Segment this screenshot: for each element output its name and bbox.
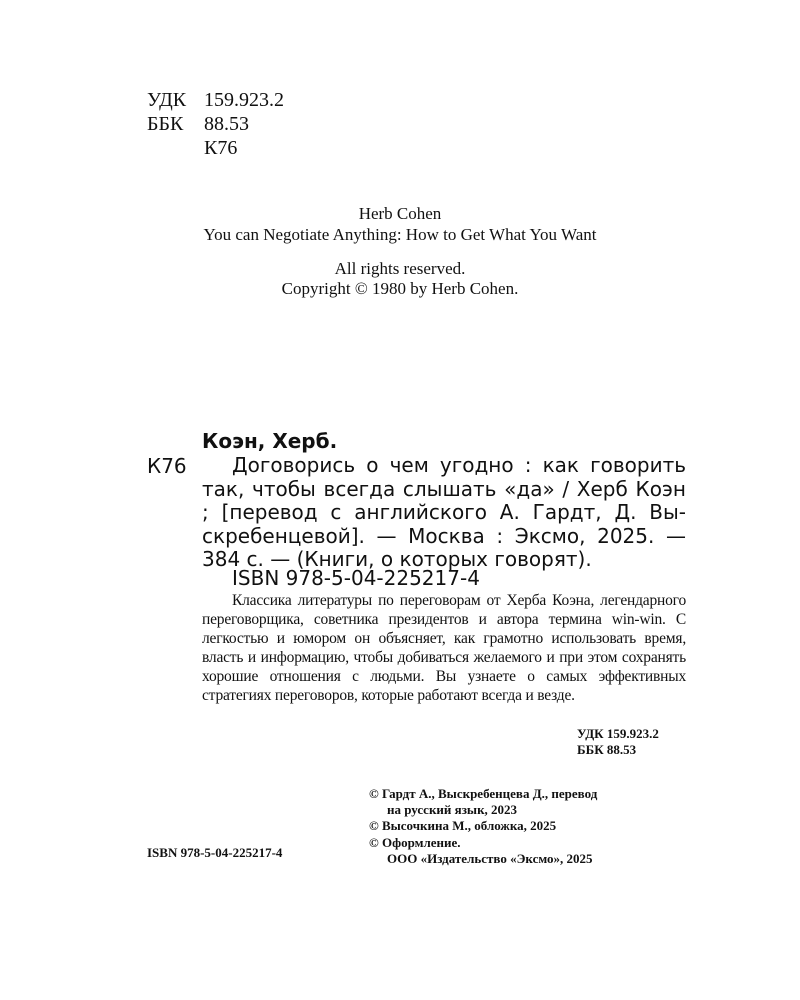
original-rights	[0, 259, 800, 299]
card-description: Договорись о чем угодно : как говорить так, чтобы всегда слышать «да» / Херб Коэн ; [перевод с английского А. Гардт, Д. Выскребенцевой]. — Москва : Эксмо, 2025. — 384 с. — (Книги, о которых говорят).	[202, 453, 686, 571]
original-title: You can Negotiate Anything: How to Get What You Want	[203, 225, 597, 244]
copyright-line: © Оформление.	[369, 834, 461, 850]
copyright-line: ООО «Издательство «Эксмо», 2025	[387, 850, 593, 866]
copyright-line: © Высочкина М., обложка, 2025	[369, 818, 557, 834]
original-edition	[0, 203, 800, 245]
card-bbk: ББК 88.53	[577, 742, 637, 757]
card-author-heading: Коэн, Херб.	[202, 429, 338, 453]
card-annotation: Классика литературы по переговорам от Херба Коэна, легендарного переговорщика, советника президентов и автора термина win-win. С легкостью и юмором он объясняет, как грамотно использовать время, власть и информацию, чтобы добиваться желаемого и при этом сохранять хорошие отношения с людьми. Вы узнаете о самых эффективных стратегиях переговоров, которые работают всегда и везде.	[202, 592, 686, 704]
bbk-label: ББК	[147, 113, 184, 135]
copyright-line: на русский язык, 2023	[387, 802, 518, 818]
card-isbn: ISBN 978-5-04-225217-4	[232, 566, 480, 590]
card-author-sign: К76	[147, 454, 187, 478]
copyright-line: © Гардт А., Выскребенцева Д., перевод	[369, 786, 598, 801]
classification-block	[147, 88, 284, 160]
author-sign-row	[147, 136, 284, 160]
original-copyright: Copyright © 1980 by Herb Cohen.	[281, 279, 519, 298]
udk-row	[147, 88, 284, 112]
udk-label: УДК	[147, 89, 187, 111]
bbk-row	[147, 112, 284, 136]
original-author: Herb Cohen	[358, 204, 442, 223]
rights-reserved: All rights reserved.	[334, 259, 466, 278]
bottom-isbn: ISBN 978-5-04-225217-4	[147, 845, 283, 860]
bbk-value: 88.53	[204, 113, 249, 135]
copyright-block	[369, 786, 597, 867]
author-sign: К76	[204, 137, 238, 159]
udk-value: 159.923.2	[204, 89, 284, 111]
card-classification	[577, 726, 659, 758]
card-udk: УДК 159.923.2	[577, 726, 659, 741]
